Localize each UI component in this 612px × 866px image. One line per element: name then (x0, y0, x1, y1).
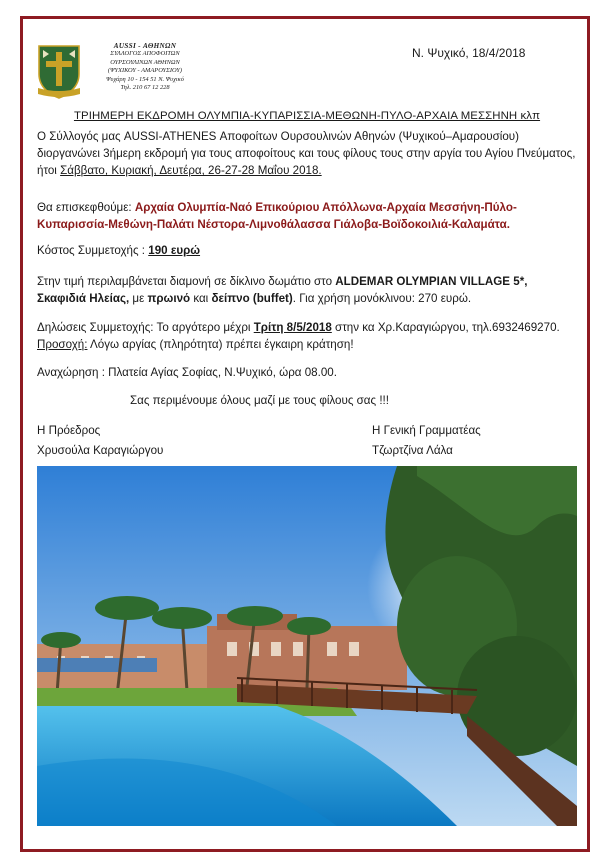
intro-paragraph (37, 128, 577, 179)
cost-label: Κόστος Συμμετοχής : (37, 244, 149, 257)
includes-text: Στην τιμή περιλαμβάνεται διαμονή σε δίκλινο δωμάτιο στο (37, 275, 336, 288)
attention-label: Προσοχή: (37, 338, 88, 351)
president-role: Η Πρόεδρος (37, 424, 101, 437)
visit-paragraph (37, 199, 577, 233)
document-title: ΤΡΙΗΜΕΡΗ ΕΚΔΡΟΜΗ ΟΛΥΜΠΙΑ-ΚΥΠΑΡΙΣΣΙΑ-ΜΕΘΩΝΗ-ΠΥΛΟ-ΑΡΧΑΙΑ ΜΕΣΣΗΝΗ κλπ (73, 110, 541, 122)
registration-text: στην κα Χρ.Καραγιώργου, τηλ.6932469270. (331, 321, 560, 334)
registration-paragraph (37, 319, 577, 353)
visit-label: Θα επισκεφθούμε: (37, 201, 135, 214)
closing-line: Σας περιμένουμε όλους μαζί με τους φίλους σας !!! (130, 394, 389, 407)
cost-value: 190 ευρώ (148, 244, 201, 257)
includes-text: . Για χρήση μονόκλινου: 270 ευρώ. (292, 292, 472, 305)
organization-header (86, 42, 204, 92)
org-line: ΟΥΡΣΟΥΛΙΝΩΝ ΑΘΗΝΩΝ (110, 58, 180, 66)
includes-text: και (190, 292, 212, 305)
signature-secretary (372, 421, 481, 461)
departure-paragraph: Αναχώρηση : Πλατεία Αγίας Σοφίας, Ν.Ψυχικό, ώρα 08.00. (37, 366, 337, 379)
intro-text: Ο Σύλλογός μας AUSSI-ATHENES Αποφοίτων Ουρσουλινών Αθηνών (Ψυχικού–Αμαρουσίου) διοργανώνει 3ήμερη εκδρομή για τους αποφοίτους και τους φίλους τους στην αργία του Αγίου Πνεύματος, ήτοι (37, 130, 576, 177)
secretary-name: Τζωρτζίνα Λάλα (372, 444, 453, 457)
includes-text: με (129, 292, 148, 305)
org-line: ΣΥΛΛΟΓΟΣ ΑΠΟΦΟΙΤΩΝ (110, 50, 180, 58)
registration-deadline: Τρίτη 8/5/2018 (253, 321, 332, 334)
includes-paragraph (37, 273, 577, 307)
registration-text: Δηλώσεις Συμμετοχής: Το αργότερο μέχρι (37, 321, 254, 334)
president-name: Χρυσούλα Καραγιώργου (37, 444, 164, 457)
breakfast-label: πρωινό (147, 292, 191, 305)
school-crest-icon (37, 44, 81, 100)
trip-dates: Σάββατο, Κυριακή, Δευτέρα, 26-27-28 Μαΐου 2018. (60, 164, 322, 177)
document-date: Ν. Ψυχικό, 18/4/2018 (412, 46, 526, 60)
org-line: (ΨΥΧΙΚΟΥ - ΑΜΑΡΟΥΣΙΟΥ) (107, 67, 183, 75)
hotel-pool-photo (37, 466, 577, 826)
secretary-role: Η Γενική Γραμματέας (372, 424, 481, 437)
registration-text: Λόγω αργίας (πληρότητα) πρέπει έγκαιρη κράτηση! (87, 338, 354, 351)
cost-paragraph (37, 242, 577, 259)
hotel-name: ALDEMAR OLYMPIAN VILLAGE 5*, Σκαφιδιά Ηλείας, (37, 275, 528, 305)
org-name: AUSSI - ΑΘΗΝΩΝ (113, 42, 177, 50)
org-address: Ψυχάρη 10 - 154 51 Ν. Ψυχικό (106, 75, 184, 83)
org-phone: Τηλ. 210 67 12 228 (120, 84, 170, 92)
signature-president (37, 421, 163, 461)
dinner-label: δείπνο (buffet) (211, 292, 293, 305)
visit-places: Αρχαία Ολυμπία-Ναό Επικούριου Απόλλωνα-Αρχαία Μεσσήνη-Πύλο-Κυπαρισσία-Μεθώνη-Παλάτι Νέστορα-Λιμνοθάλασσα Γιάλοβα-Βοϊδοκοιλιά-Καλαμάτα. (37, 201, 517, 231)
